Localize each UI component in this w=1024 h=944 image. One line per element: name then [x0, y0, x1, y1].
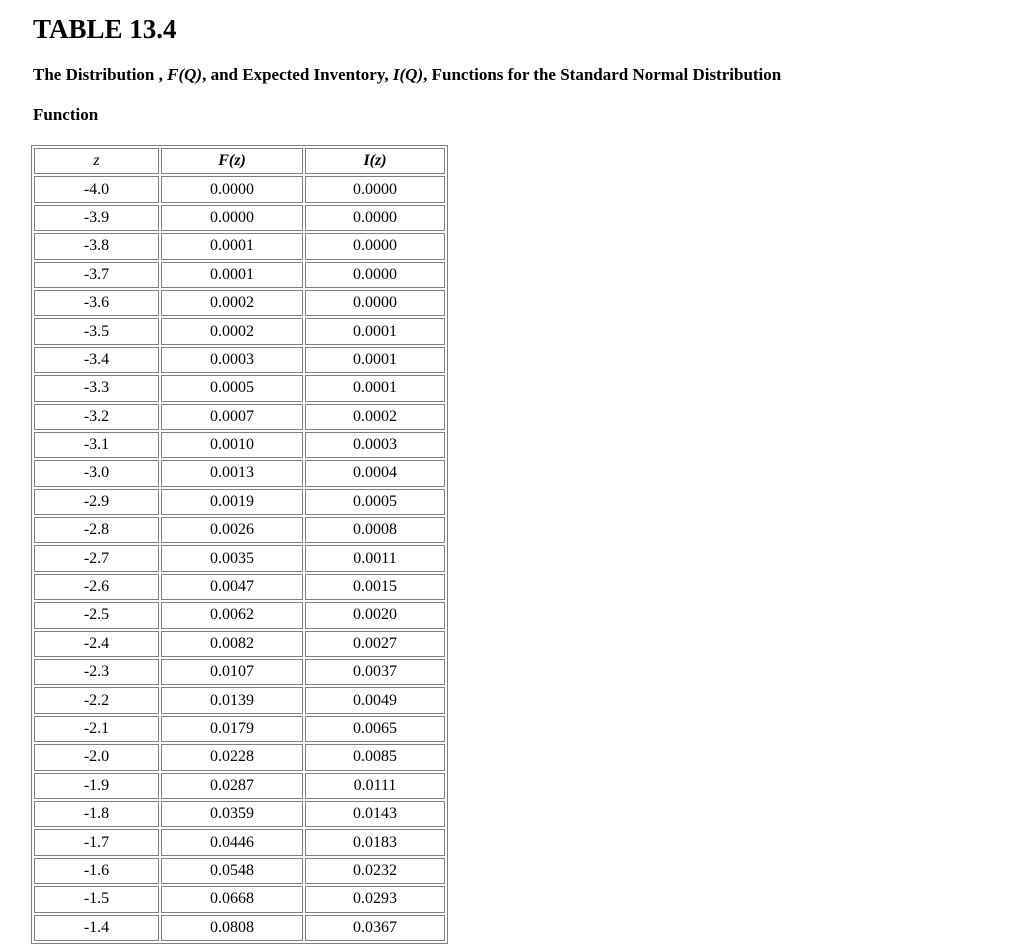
cell-iz: 0.0111: [305, 773, 445, 799]
cell-fz: 0.0139: [161, 687, 303, 713]
cell-iz: 0.0000: [305, 176, 445, 202]
cell-fz: 0.0808: [161, 915, 303, 941]
cell-iz: 0.0001: [305, 318, 445, 344]
cell-fz: 0.0019: [161, 489, 303, 515]
cell-fz: 0.0001: [161, 262, 303, 288]
cell-fz: 0.0179: [161, 716, 303, 742]
header-iz: I(z): [305, 148, 445, 174]
cell-iz: 0.0183: [305, 829, 445, 855]
cell-z: -3.6: [34, 290, 159, 316]
page-title: TABLE 13.4: [33, 14, 177, 44]
cell-fz: 0.0228: [161, 744, 303, 770]
cell-z: -1.4: [34, 915, 159, 941]
header-fz: F(z): [161, 148, 303, 174]
cell-fz: 0.0002: [161, 318, 303, 344]
cell-fz: 0.0359: [161, 801, 303, 827]
cell-fz: 0.0001: [161, 233, 303, 259]
table-row: [34, 205, 445, 231]
cell-fz: 0.0013: [161, 460, 303, 486]
table-row: [34, 432, 445, 458]
table-row: [34, 631, 445, 657]
cell-fz: 0.0047: [161, 574, 303, 600]
table-row: [34, 489, 445, 515]
cell-iz: 0.0008: [305, 517, 445, 543]
cell-iz: 0.0001: [305, 375, 445, 401]
cell-fz: 0.0035: [161, 545, 303, 571]
table-row: [34, 262, 445, 288]
cell-iz: 0.0143: [305, 801, 445, 827]
cell-iz: 0.0027: [305, 631, 445, 657]
subtitle-text-2: , and Expected Inventory,: [202, 65, 393, 84]
cell-iz: 0.0367: [305, 915, 445, 941]
cell-z: -4.0: [34, 176, 159, 202]
cell-fz: 0.0000: [161, 205, 303, 231]
cell-z: -2.7: [34, 545, 159, 571]
cell-fz: 0.0007: [161, 404, 303, 430]
cell-fz: 0.0010: [161, 432, 303, 458]
cell-z: -3.3: [34, 375, 159, 401]
cell-z: -1.7: [34, 829, 159, 855]
cell-z: -2.5: [34, 602, 159, 628]
cell-fz: 0.0107: [161, 659, 303, 685]
cell-z: -3.5: [34, 318, 159, 344]
cell-z: -3.0: [34, 460, 159, 486]
cell-iz: 0.0005: [305, 489, 445, 515]
cell-iz: 0.0020: [305, 602, 445, 628]
cell-iz: 0.0002: [305, 404, 445, 430]
table-row: [34, 829, 445, 855]
cell-iz: 0.0232: [305, 858, 445, 884]
cell-iz: 0.0293: [305, 886, 445, 912]
table-row: [34, 915, 445, 941]
subtitle-iq: I(Q): [392, 65, 424, 84]
cell-iz: 0.0049: [305, 687, 445, 713]
cell-z: -2.9: [34, 489, 159, 515]
cell-z: -3.2: [34, 404, 159, 430]
cell-iz: 0.0000: [305, 233, 445, 259]
cell-z: -1.9: [34, 773, 159, 799]
cell-z: -3.4: [34, 347, 159, 373]
cell-fz: 0.0668: [161, 886, 303, 912]
table-row: [34, 460, 445, 486]
cell-fz: 0.0005: [161, 375, 303, 401]
table-row: [34, 858, 445, 884]
cell-z: -1.6: [34, 858, 159, 884]
cell-z: -2.3: [34, 659, 159, 685]
subtitle-text-3: , Functions for the Standard Normal Distribution: [423, 65, 782, 84]
cell-iz: 0.0015: [305, 574, 445, 600]
table-body: [34, 176, 445, 941]
table-row: [34, 290, 445, 316]
subtitle-text-1: The Distribution ,: [33, 65, 168, 84]
cell-iz: 0.0037: [305, 659, 445, 685]
table-subtitle-continuation: Function: [33, 105, 99, 124]
cell-z: -3.9: [34, 205, 159, 231]
table-row: [34, 801, 445, 827]
table-row: [34, 545, 445, 571]
cell-z: -3.1: [34, 432, 159, 458]
table-row: [34, 176, 445, 202]
table-row: [34, 233, 445, 259]
table-row: [34, 602, 445, 628]
cell-z: -2.8: [34, 517, 159, 543]
cell-z: -2.6: [34, 574, 159, 600]
table-row: [34, 318, 445, 344]
table-row: [34, 886, 445, 912]
cell-iz: 0.0065: [305, 716, 445, 742]
cell-fz: 0.0287: [161, 773, 303, 799]
cell-iz: 0.0003: [305, 432, 445, 458]
cell-z: -2.4: [34, 631, 159, 657]
table-row: [34, 744, 445, 770]
cell-z: -2.1: [34, 716, 159, 742]
cell-fz: 0.0000: [161, 176, 303, 202]
table-row: [34, 716, 445, 742]
cell-z: -3.7: [34, 262, 159, 288]
header-z: z: [34, 148, 159, 174]
table-row: [34, 574, 445, 600]
table-row: [34, 404, 445, 430]
table-row: [34, 517, 445, 543]
table-row: [34, 375, 445, 401]
cell-fz: 0.0002: [161, 290, 303, 316]
cell-iz: 0.0000: [305, 262, 445, 288]
cell-z: -2.2: [34, 687, 159, 713]
cell-z: -1.8: [34, 801, 159, 827]
subtitle-fq: F(Q): [167, 65, 203, 84]
table-row: [34, 347, 445, 373]
cell-fz: 0.0026: [161, 517, 303, 543]
normal-distribution-table: [31, 145, 448, 944]
table-row: [34, 773, 445, 799]
cell-iz: 0.0001: [305, 347, 445, 373]
cell-iz: 0.0000: [305, 205, 445, 231]
table-row: [34, 659, 445, 685]
cell-iz: 0.0085: [305, 744, 445, 770]
cell-z: -1.5: [34, 886, 159, 912]
cell-fz: 0.0446: [161, 829, 303, 855]
table-subtitle: [33, 64, 781, 86]
cell-z: -2.0: [34, 744, 159, 770]
cell-fz: 0.0003: [161, 347, 303, 373]
cell-iz: 0.0004: [305, 460, 445, 486]
cell-fz: 0.0062: [161, 602, 303, 628]
cell-fz: 0.0082: [161, 631, 303, 657]
table-row: [34, 687, 445, 713]
cell-fz: 0.0548: [161, 858, 303, 884]
cell-iz: 0.0011: [305, 545, 445, 571]
cell-iz: 0.0000: [305, 290, 445, 316]
table-header-row: [34, 148, 445, 174]
cell-z: -3.8: [34, 233, 159, 259]
